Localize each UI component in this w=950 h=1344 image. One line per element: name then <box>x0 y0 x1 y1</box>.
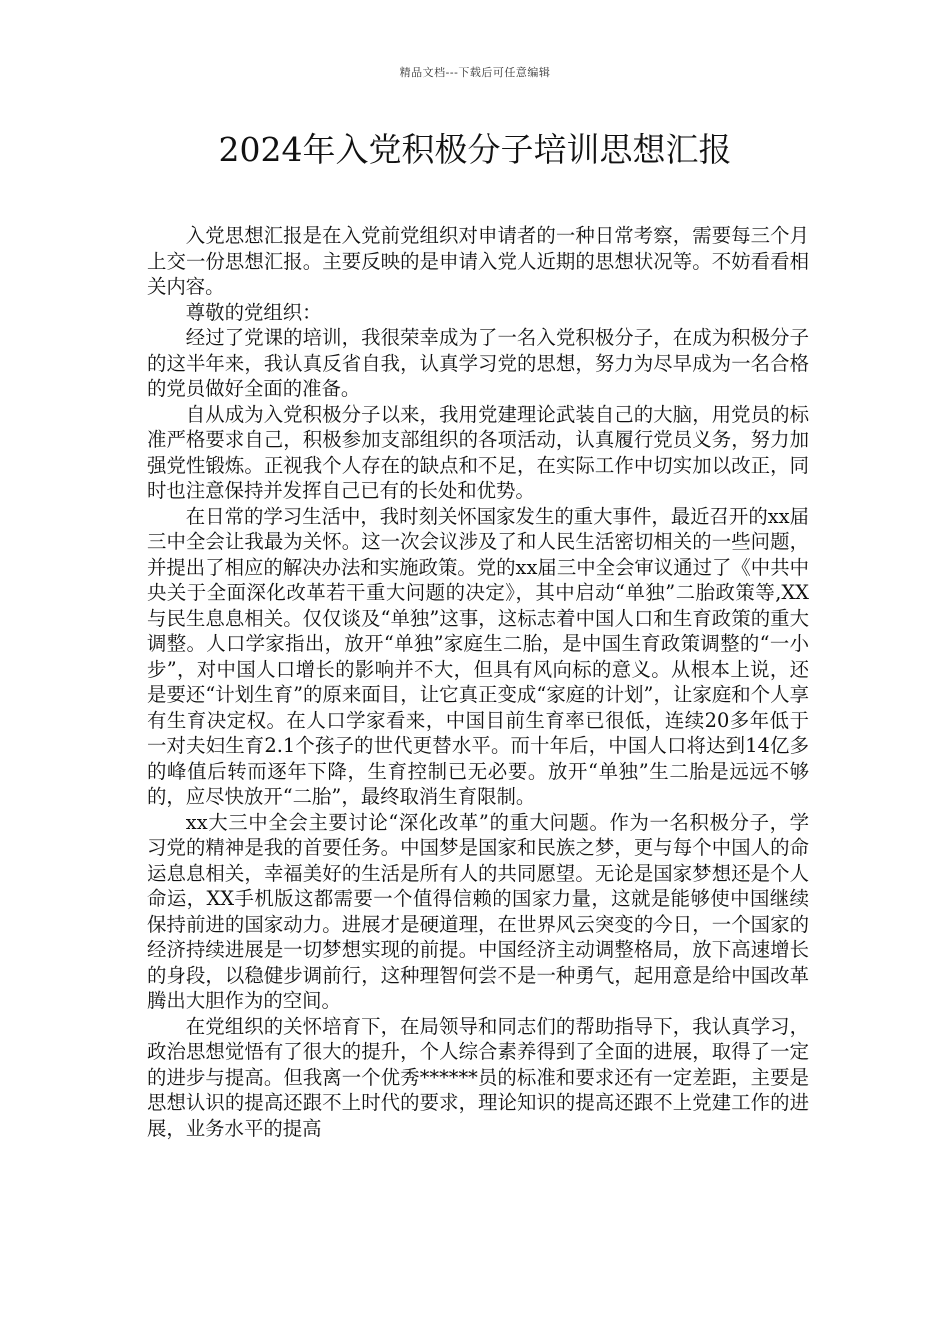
document-body <box>147 223 809 1141</box>
paragraph-self-improvement: 自从成为入党积极分子以来，我用党建理论武装自己的大脑，用党员的标准严格要求自己，积极参加支部组织的各项活动，认真履行党员义务，努力加强党性锻炼。正视我个人存在的缺点和不足，在实际工作中切实加以改正，同时也注意保持并发挥自己已有的长处和优势。 <box>147 402 809 502</box>
header-note: 精品文档---下载后可任意编辑 <box>399 66 551 79</box>
paragraph-deepen-reform: xx大三中全会主要讨论“深化改革”的重大问题。作为一名积极分子，学习党的精神是我的首要任务。中国梦是国家和民族之梦，更与每个中国人的命运息息相关，幸福美好的生活是所有人的共同愿望。无论是国家梦想还是个人命运，XX手机版这都需要一个值得信赖的国家力量，这就是能够使中国继续保持前进的国家动力。进展才是硬道理，在世界风云突变的今日，一个国家的经济持续进展是一切梦想实现的前提。中国经济主动调整格局，放下高速增长的身段，以稳健步调前行，这种理智何尝不是一种勇气，起用意是给中国改革腾出大胆作为的空间。 <box>147 810 809 1012</box>
paragraph-progress: 在党组织的关怀培育下，在局领导和同志们的帮助指导下，我认真学习，政治思想觉悟有了很大的提升，个人综合素养得到了全面的进展，取得了一定的进步与提高。但我离一个优秀******员的标准和要求还有一定差距，主要是思想认识的提高还跟不上时代的要求，理论知识的提高还跟不上党建工作的进展，业务水平的提高 <box>147 1014 809 1140</box>
paragraph-intro: 入党思想汇报是在入党前党组织对申请者的一种日常考察，需要每三个月上交一份思想汇报。主要反映的是申请入党人近期的思想状况等。不妨看看相关内容。 <box>147 224 809 298</box>
paragraph-salutation: 尊敬的党组织： <box>185 300 322 324</box>
paragraph-training: 经过了党课的培训，我很荣幸成为了一名入党积极分子，在成为积极分子的这半年来，我认真反省自我，认真学习党的思想，努力为尽早成为一名合格的党员做好全面的准备。 <box>147 326 809 400</box>
document-title: 2024年入党积极分子培训思想汇报 <box>218 130 732 169</box>
paragraph-population-policy: 在日常的学习生活中，我时刻关怀国家发生的重大事件，最近召开的xx届三中全会让我最为关怀。这一次会议涉及了和人民生活密切相关的一些问题，并提出了相应的解决办法和实施政策。党的xx届三中全会审议通过了《中共中央关于全面深化改革若干重大问题的决定》，其中启动“单独”二胎政策等,XX与民生息息相关。仅仅谈及“单独”这事，这标志着中国人口和生育政策的重大调整。人口学家指出，放开“单独”家庭生二胎，是中国生育政策调整的“一小步”，对中国人口增长的影响并不大，但具有风向标的意义。从根本上说，还是要还“计划生育”的原来面目，让它真正变成“家庭的计划”，让家庭和个人享有生育决定权。在人口学家看来，中国目前生育率已很低，连续20多年低于一对夫妇生育2.1个孩子的世代更替水平。而十年后，中国人口将达到14亿多的峰值后转而逐年下降，生育控制已无必要。放开“单独”生二胎是远远不够的，应尽快放开“二胎”，最终取消生育限制。 <box>147 504 809 808</box>
